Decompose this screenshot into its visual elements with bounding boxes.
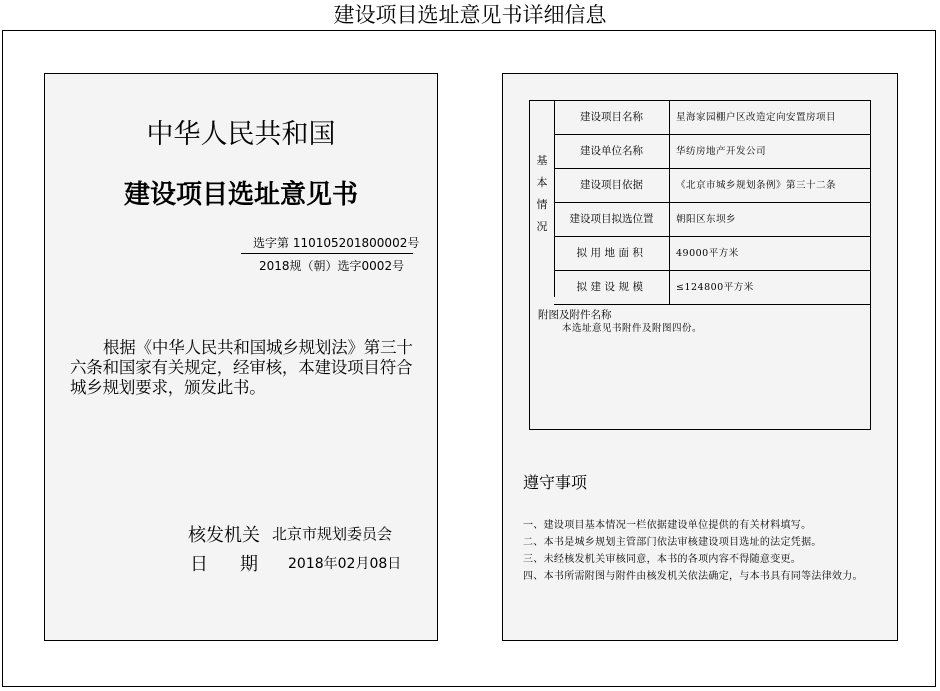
row-value: 《北京市城乡规划条例》第三十二条 <box>676 180 837 191</box>
basic-info-side-label <box>530 150 554 238</box>
certificate-number: 选字第 110105201800002号 <box>253 236 420 250</box>
notes-list <box>523 517 878 585</box>
basic-info-side-header <box>530 101 555 297</box>
number-divider <box>241 253 413 254</box>
issuer-label: 核发机关 <box>188 525 260 546</box>
certificate-body-text: 根据《中华人民共和国城乡规划法》第三十六条和国家有关规定，经审核，本建设项目符合城乡规划要求，颁发此书。 <box>70 338 413 397</box>
certificate-cover <box>44 73 438 641</box>
table-row <box>554 169 870 203</box>
basic-info-table <box>529 100 871 430</box>
notes-title: 遵守事项 <box>523 473 588 492</box>
table-row <box>554 203 870 237</box>
attachments-title: 附图及附件名称 <box>538 309 612 321</box>
row-label: 拟用地面积 <box>554 237 670 270</box>
row-label: 建设项目依据 <box>554 169 670 202</box>
row-label: 拟建设规模 <box>554 271 670 304</box>
document-title: 建设项目选址意见书 <box>123 180 358 210</box>
date-value: 2018年02月08日 <box>288 556 402 572</box>
table-row <box>554 237 870 271</box>
table-row <box>554 135 870 169</box>
attachments-text: 本选址意见书附件及附图四份。 <box>562 323 703 334</box>
row-value: 星海家园棚户区改造定向安置房项目 <box>676 112 837 123</box>
side-label-char: 情 <box>536 198 548 211</box>
date-label: 日期 <box>190 554 290 575</box>
row-label: 建设单位名称 <box>554 135 670 168</box>
page-title: 建设项目选址意见书详细信息 <box>333 3 607 27</box>
issuer-value: 北京市规划委员会 <box>272 525 393 543</box>
list-item: 二、本书是城乡规划主管部门依法审核建设项目选址的法定凭据。 <box>523 537 822 548</box>
row-value: 49000平方米 <box>676 248 739 259</box>
table-row <box>554 101 870 135</box>
side-label-char: 况 <box>536 220 548 233</box>
list-item: 四、本书所需附图与附件由核发机关依法确定，与本书具有同等法律效力。 <box>523 571 863 582</box>
list-item: 一、建设项目基本情况一栏依据建设单位提供的有关材料填写。 <box>523 520 812 531</box>
table-row <box>554 271 870 305</box>
side-label-char: 基 <box>536 154 548 167</box>
row-label: 建设项目拟选位置 <box>554 203 670 236</box>
row-value: 朝阳区东坝乡 <box>676 214 737 225</box>
row-label: 建设项目名称 <box>554 101 670 134</box>
certificate-sub-number: 2018规（朝）选字0002号 <box>259 259 405 273</box>
country-name: 中华人民共和国 <box>146 119 336 150</box>
certificate-details <box>502 73 898 641</box>
side-label-char: 本 <box>536 176 548 189</box>
row-value: ≤124800平方米 <box>676 282 754 293</box>
row-value: 华纺房地产开发公司 <box>676 146 767 157</box>
list-item: 三、未经核发机关审核同意，本书的各项内容不得随意变更。 <box>523 554 802 565</box>
